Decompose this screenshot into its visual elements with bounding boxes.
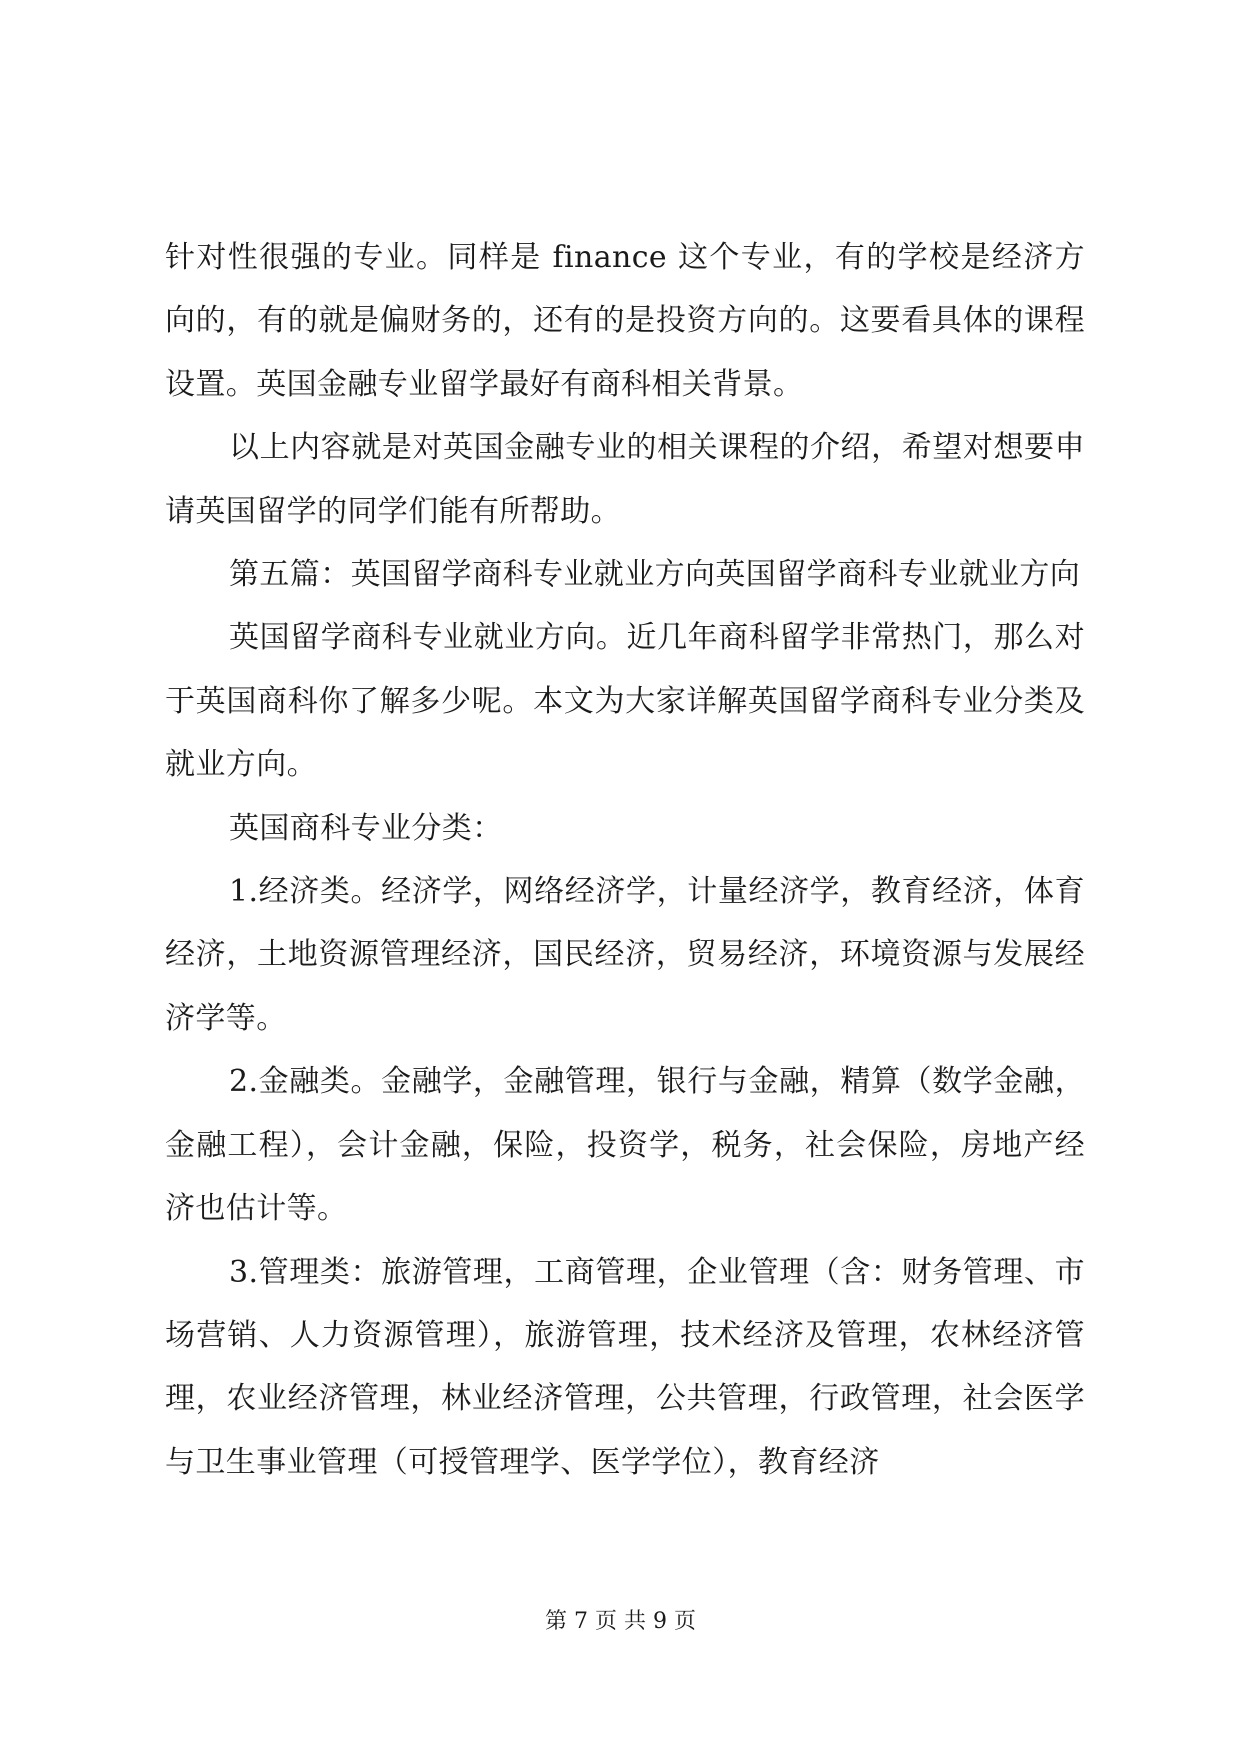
page-number-footer: 第 7 页 共 9 页 (545, 1609, 696, 1634)
list-item-economics: 1.经济类。经济学，网络经济学，计量经济学，教育经济，体育经济，土地资源管理经济，国民经济，贸易经济，环境资源与发展经济学等。 (165, 874, 1085, 1036)
paragraph-continuation: 针对性很强的专业。同样是 finance 这个专业，有的学校是经济方向的，有的就是偏财务的，还有的是投资方向的。这要看具体的课程设置。英国金融专业留学最好有商科相关背景。 (165, 240, 1085, 402)
list-heading: 英国商科专业分类： (229, 810, 503, 846)
list-item-management: 3.管理类：旅游管理，工商管理，企业管理（含：财务管理、市场营销、人力资源管理），旅游管理，技术经济及管理，农林经济管理，农业经济管理，林业经济管理，公共管理，行政管理，社会医学与卫生事业管理（可授管理学、医学学位），教育经济 (165, 1254, 1085, 1480)
paragraph-intro: 英国留学商科专业就业方向。近几年商科留学非常热门，那么对于英国商科你了解多少呢。本文为大家详解英国留学商科专业分类及就业方向。 (165, 620, 1085, 783)
section-heading: 第五篇：英国留学商科专业就业方向英国留学商科专业就业方向 (229, 557, 1081, 593)
body-text (165, 226, 1085, 1494)
paragraph-summary: 以上内容就是对英国金融专业的相关课程的介绍，希望对想要申请英国留学的同学们能有所帮助。 (165, 430, 1085, 529)
list-item-finance: 2.金融类。金融学，金融管理，银行与金融，精算（数学金融，金融工程），会计金融，保险，投资学，税务，社会保险，房地产经济也估计等。 (165, 1064, 1085, 1227)
